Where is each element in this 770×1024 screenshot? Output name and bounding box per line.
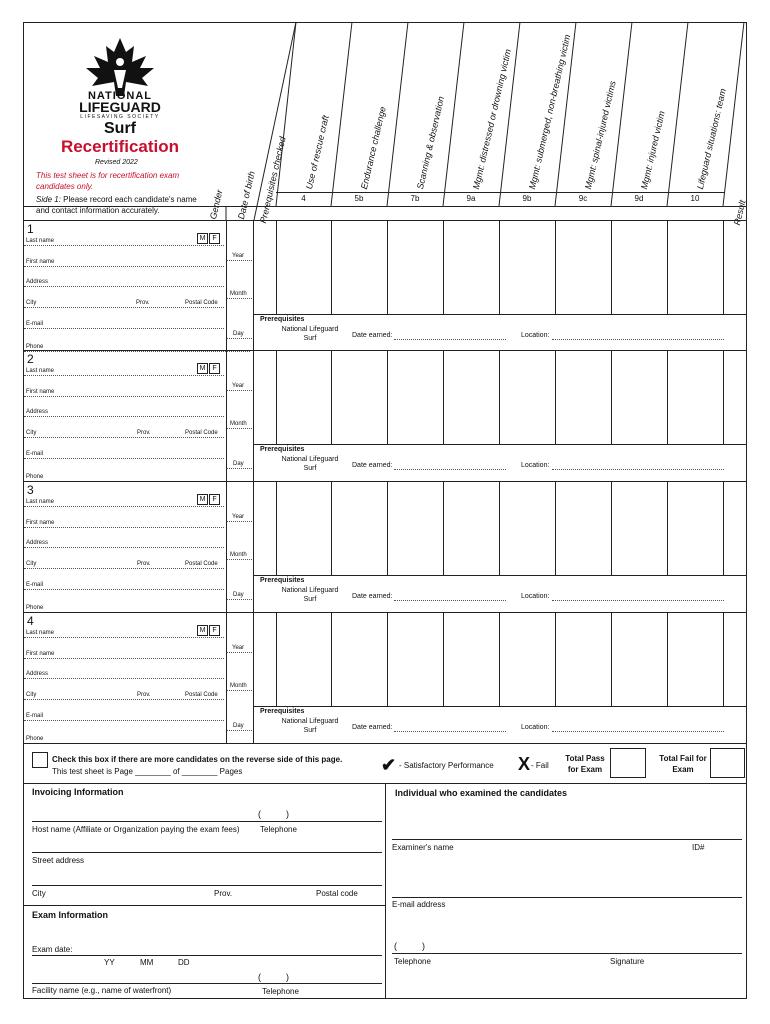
prov-label: Prov. — [137, 430, 151, 436]
prereq-row-line — [253, 706, 747, 707]
score-cell[interactable] — [388, 613, 442, 705]
logo-national: NATIONAL — [87, 90, 152, 102]
prov-label: Prov. — [137, 692, 151, 698]
postal-label: Postal Code — [185, 430, 218, 436]
host-label: Host name (Affiliate or Organization paying the exam fees) — [32, 825, 240, 834]
examiner-name-line[interactable] — [392, 839, 742, 840]
month-field[interactable] — [227, 298, 252, 299]
host-telephone-label: Telephone — [260, 825, 297, 834]
result-cell[interactable] — [724, 221, 745, 313]
prereq-check-cell[interactable] — [254, 221, 275, 313]
location-label: Location: — [521, 462, 550, 469]
postal-label: Postal Code — [185, 300, 218, 306]
score-cell[interactable] — [612, 613, 666, 705]
prereq-row-line — [253, 575, 747, 576]
date-earned-field[interactable] — [394, 339, 506, 340]
day-label: Day — [233, 592, 244, 598]
examiner-email-line[interactable] — [392, 897, 742, 898]
host-paren: ( ) — [258, 809, 289, 819]
gender-selector — [196, 357, 220, 375]
candidate-number: 4 — [27, 614, 34, 628]
section-divider — [385, 783, 386, 999]
city-field[interactable] — [24, 437, 224, 438]
code-row-top — [276, 192, 724, 193]
address-field[interactable] — [24, 678, 224, 679]
month-label: Month — [230, 552, 247, 558]
examiner-paren: ( ) — [394, 941, 425, 951]
male-box[interactable]: M — [197, 363, 208, 374]
street-line[interactable] — [32, 852, 382, 853]
result-cell[interactable] — [724, 482, 745, 574]
footer-top-line — [23, 743, 747, 744]
address-label: Address — [26, 409, 49, 415]
exam-date-line[interactable] — [32, 955, 382, 956]
prereq-check-cell[interactable] — [254, 351, 275, 443]
facility-paren: ( ) — [258, 972, 289, 982]
dob-left-line — [226, 481, 227, 612]
month-label: Month — [230, 291, 247, 297]
city-field[interactable] — [24, 307, 224, 308]
date-earned-field[interactable] — [394, 469, 506, 470]
column-header-2: Endurance challenge — [359, 105, 388, 191]
email-field[interactable] — [24, 720, 224, 721]
score-cell[interactable] — [668, 613, 722, 705]
day-label: Day — [233, 461, 244, 467]
grid-right-line — [746, 220, 747, 350]
score-cell[interactable] — [500, 221, 554, 313]
location-label: Location: — [521, 332, 550, 339]
gender-selector — [196, 488, 220, 506]
address-field[interactable] — [24, 547, 224, 548]
score-cell[interactable] — [612, 482, 666, 574]
score-cell[interactable] — [444, 482, 498, 574]
result-cell[interactable] — [724, 613, 745, 705]
prereq-title: Prerequisites — [260, 316, 305, 323]
female-box[interactable]: F — [209, 494, 220, 505]
email-label: E-mail — [26, 321, 44, 327]
satisfactory-text: - Satisfactory Performance — [399, 761, 494, 770]
recert-note: This test sheet is for recertification exam candidates only. — [36, 171, 180, 191]
last-name-field[interactable] — [24, 506, 224, 507]
female-box[interactable]: F — [209, 363, 220, 374]
total-fail-box[interactable] — [710, 748, 745, 778]
score-cell[interactable] — [277, 613, 330, 705]
first-name-label: First name — [26, 651, 55, 657]
phone-field[interactable] — [24, 351, 250, 352]
score-cell[interactable] — [556, 613, 610, 705]
score-cell[interactable] — [444, 613, 498, 705]
male-box[interactable]: M — [197, 625, 208, 636]
gender-header: Gender — [208, 188, 225, 221]
month-label: Month — [230, 683, 247, 689]
prereq-title: Prerequisites — [260, 708, 305, 715]
month-field[interactable] — [227, 690, 252, 691]
prereq-title: Prerequisites — [260, 446, 305, 453]
side-label: Side 1: — [36, 195, 61, 204]
email-field[interactable] — [24, 458, 224, 459]
yy-label: YY — [104, 958, 115, 967]
city-label: City — [26, 692, 37, 698]
city-line[interactable] — [32, 885, 382, 886]
logo-lifeguard: LIFEGUARD — [79, 99, 161, 115]
score-cell[interactable] — [556, 221, 610, 313]
city-label: City — [32, 889, 46, 898]
year-label: Year — [232, 383, 245, 389]
prereq-check-cell[interactable] — [254, 482, 275, 574]
location-field[interactable] — [552, 731, 724, 732]
prereq-title: Prerequisites — [260, 577, 305, 584]
prov-label: Prov. — [137, 561, 151, 567]
host-line[interactable] — [32, 821, 382, 822]
gender-selector — [196, 619, 220, 637]
city-label: City — [26, 430, 37, 436]
phone-label: Phone — [26, 605, 44, 611]
date-earned-field[interactable] — [394, 600, 506, 601]
location-label: Location: — [521, 593, 550, 600]
examiner-phone-line[interactable] — [392, 953, 742, 954]
facility-label: Facility name (e.g., name of waterfront) — [32, 986, 172, 995]
score-cell[interactable] — [444, 221, 498, 313]
dob-left-line — [226, 220, 227, 350]
email-label: E-mail — [26, 451, 44, 457]
column-code-8: 10 — [690, 194, 700, 203]
fail-text: - Fail — [531, 761, 549, 770]
score-cell[interactable] — [388, 221, 442, 313]
last-name-field[interactable] — [24, 245, 224, 246]
month-label: Month — [230, 421, 247, 427]
score-cell[interactable] — [444, 351, 498, 443]
column-code-6: 9c — [578, 194, 588, 203]
mm-label: MM — [140, 958, 154, 967]
city-field[interactable] — [24, 568, 224, 569]
dob-left-line — [226, 350, 227, 481]
location-field[interactable] — [552, 469, 724, 470]
prereq-row-line — [253, 444, 747, 445]
date-earned-label: Date earned: — [352, 724, 393, 731]
address-label: Address — [26, 671, 49, 677]
city-label: City — [26, 300, 37, 306]
prereq-name: National Lifeguard Surf — [281, 456, 339, 472]
year-label: Year — [232, 514, 245, 520]
score-cell[interactable] — [332, 482, 386, 574]
column-header-8: Lifeguard situations: team — [695, 87, 728, 191]
score-cell[interactable] — [556, 482, 610, 574]
month-field[interactable] — [227, 559, 252, 560]
first-name-label: First name — [26, 259, 55, 265]
dd-label: DD — [178, 958, 190, 967]
phone-label: Phone — [26, 474, 44, 480]
score-cell[interactable] — [500, 482, 554, 574]
page-count-text: This test sheet is Page ________ of ________ Pages — [52, 767, 243, 776]
male-box[interactable]: M — [197, 233, 208, 244]
column-code-2: 5b — [354, 194, 364, 203]
candidate-number: 2 — [27, 352, 34, 366]
postal-label: Postal Code — [185, 692, 218, 698]
score-cell[interactable] — [277, 482, 330, 574]
candidate-number: 3 — [27, 483, 34, 497]
first-name-field[interactable] — [24, 527, 224, 528]
column-header-3: Scanning & observation — [415, 95, 447, 191]
location-label: Location: — [521, 724, 550, 731]
score-cell[interactable] — [668, 221, 722, 313]
day-label: Day — [233, 331, 244, 337]
column-code-7: 9d — [634, 194, 644, 203]
grid-right-line — [746, 350, 747, 481]
first-name-field[interactable] — [24, 396, 224, 397]
email-label: E-mail — [26, 713, 44, 719]
score-cell[interactable] — [277, 221, 330, 313]
first-name-label: First name — [26, 389, 55, 395]
score-cell[interactable] — [556, 351, 610, 443]
result-cell[interactable] — [724, 351, 745, 443]
prov-label: Prov. — [214, 889, 233, 898]
column-header-4: Mgmt: distressed or drowning victim — [471, 48, 514, 191]
prov-label: Prov. — [136, 300, 150, 306]
first-name-field[interactable] — [24, 266, 224, 267]
grid-right-line — [746, 612, 747, 743]
postal-label: Postal code — [316, 889, 358, 898]
prereq-row-line — [253, 314, 747, 315]
candidate-number: 1 — [27, 222, 34, 236]
total-pass-box[interactable] — [610, 748, 646, 778]
date-earned-label: Date earned: — [352, 593, 393, 600]
prereq-header: Prerequisites checked — [258, 135, 288, 225]
gender-selector — [196, 227, 220, 245]
male-box[interactable]: M — [197, 494, 208, 505]
examiner-title: Individual who examined the candidates — [395, 788, 568, 798]
column-header-6: Mgmt: spinal-injured victims — [583, 79, 618, 191]
prereq-name: National Lifeguard Surf — [281, 718, 339, 734]
last-name-field[interactable] — [24, 637, 224, 638]
day-field[interactable] — [227, 730, 252, 731]
first-name-label: First name — [26, 520, 55, 526]
year-label: Year — [232, 253, 245, 259]
address-label: Address — [26, 279, 49, 285]
column-header-1: Use of rescue craft — [304, 114, 331, 191]
title-recertification: Recertification — [60, 137, 180, 156]
score-cell[interactable] — [612, 221, 666, 313]
score-cell[interactable] — [388, 482, 442, 574]
year-field[interactable] — [227, 390, 252, 391]
dob-left-line — [226, 612, 227, 743]
year-field[interactable] — [227, 652, 252, 653]
address-field[interactable] — [24, 416, 224, 417]
total-fail-label: Total Fail for Exam — [659, 754, 707, 774]
examiner-name-label: Examiner's name — [392, 843, 454, 852]
examiner-telephone-label: Telephone — [394, 957, 431, 966]
year-field[interactable] — [227, 521, 252, 522]
facility-telephone-label: Telephone — [262, 987, 299, 996]
prereq-name: National Lifeguard Surf — [281, 587, 339, 603]
invoicing-title: Invoicing Information — [32, 787, 124, 797]
prereq-check-cell[interactable] — [254, 613, 275, 705]
phone-label: Phone — [26, 344, 44, 350]
revised-date: Revised 2022 — [95, 159, 138, 166]
day-field[interactable] — [227, 338, 252, 339]
column-code-3: 7b — [410, 194, 420, 203]
last-name-field[interactable] — [24, 375, 224, 376]
result-header: Result — [732, 199, 748, 227]
month-field[interactable] — [227, 428, 252, 429]
year-label: Year — [232, 645, 245, 651]
year-field[interactable] — [227, 260, 252, 261]
date-earned-label: Date earned: — [352, 332, 393, 339]
female-box[interactable]: F — [209, 233, 220, 244]
score-cell[interactable] — [500, 613, 554, 705]
logo-society: LIFESAVING SOCIETY — [80, 114, 160, 120]
day-field[interactable] — [227, 599, 252, 600]
score-cell[interactable] — [332, 613, 386, 705]
dob-header: Date of birth — [236, 170, 257, 221]
score-cell[interactable] — [388, 351, 442, 443]
examiner-signature-label: Signature — [610, 957, 645, 966]
address-field[interactable] — [24, 286, 224, 287]
examiner-id-label: ID# — [692, 843, 705, 852]
facility-line[interactable] — [32, 983, 382, 984]
last-name-label: Last name — [26, 368, 55, 374]
total-pass-label: Total Pass for Exam — [565, 754, 605, 774]
more-candidates-checkbox[interactable] — [32, 752, 48, 768]
email-field[interactable] — [24, 589, 224, 590]
postal-label: Postal Code — [185, 561, 218, 567]
examiner-email-label: E-mail address — [392, 900, 446, 909]
last-name-label: Last name — [26, 238, 55, 244]
score-cell[interactable] — [500, 351, 554, 443]
score-cell[interactable] — [668, 351, 722, 443]
last-name-label: Last name — [26, 630, 55, 636]
location-field[interactable] — [552, 339, 724, 340]
day-label: Day — [233, 723, 244, 729]
score-cell[interactable] — [332, 351, 386, 443]
exam-top-line — [23, 905, 385, 906]
exam-title: Exam Information — [32, 910, 109, 920]
email-label: E-mail — [26, 582, 44, 588]
location-field[interactable] — [552, 600, 724, 601]
more-candidates-text: Check this box if there are more candidates on the reverse side of this page. — [52, 755, 343, 764]
score-cell[interactable] — [277, 351, 330, 443]
instructions-text: Please record each candidate's name and contact information accurately. — [36, 195, 197, 215]
column-header-5: Mgmt: submerged, non-breathing victim — [527, 33, 573, 191]
x-mark-icon: X — [518, 754, 531, 774]
city-field[interactable] — [24, 699, 224, 700]
date-earned-label: Date earned: — [352, 462, 393, 469]
city-label: City — [26, 561, 37, 567]
code-row-bottom — [23, 206, 747, 207]
score-cell[interactable] — [332, 221, 386, 313]
column-code-5: 9b — [522, 194, 532, 203]
address-label: Address — [26, 540, 49, 546]
day-field[interactable] — [227, 468, 252, 469]
check-mark-icon: ✔ — [381, 755, 397, 775]
phone-label: Phone — [26, 736, 44, 742]
first-name-field[interactable] — [24, 658, 224, 659]
grid-right-line — [746, 481, 747, 612]
last-name-label: Last name — [26, 499, 55, 505]
score-cell[interactable] — [612, 351, 666, 443]
email-field[interactable] — [24, 328, 224, 329]
exam-date-label: Exam date: — [32, 945, 73, 954]
column-code-4: 9a — [466, 194, 476, 203]
date-earned-field[interactable] — [394, 731, 506, 732]
title-surf: Surf — [104, 120, 136, 137]
prereq-name: National Lifeguard Surf — [281, 326, 339, 342]
street-label: Street address — [32, 856, 85, 865]
column-header-7: Mgmt: injured victim — [639, 110, 667, 191]
column-code-1: 4 — [301, 194, 306, 203]
female-box[interactable]: F — [209, 625, 220, 636]
score-cell[interactable] — [668, 482, 722, 574]
